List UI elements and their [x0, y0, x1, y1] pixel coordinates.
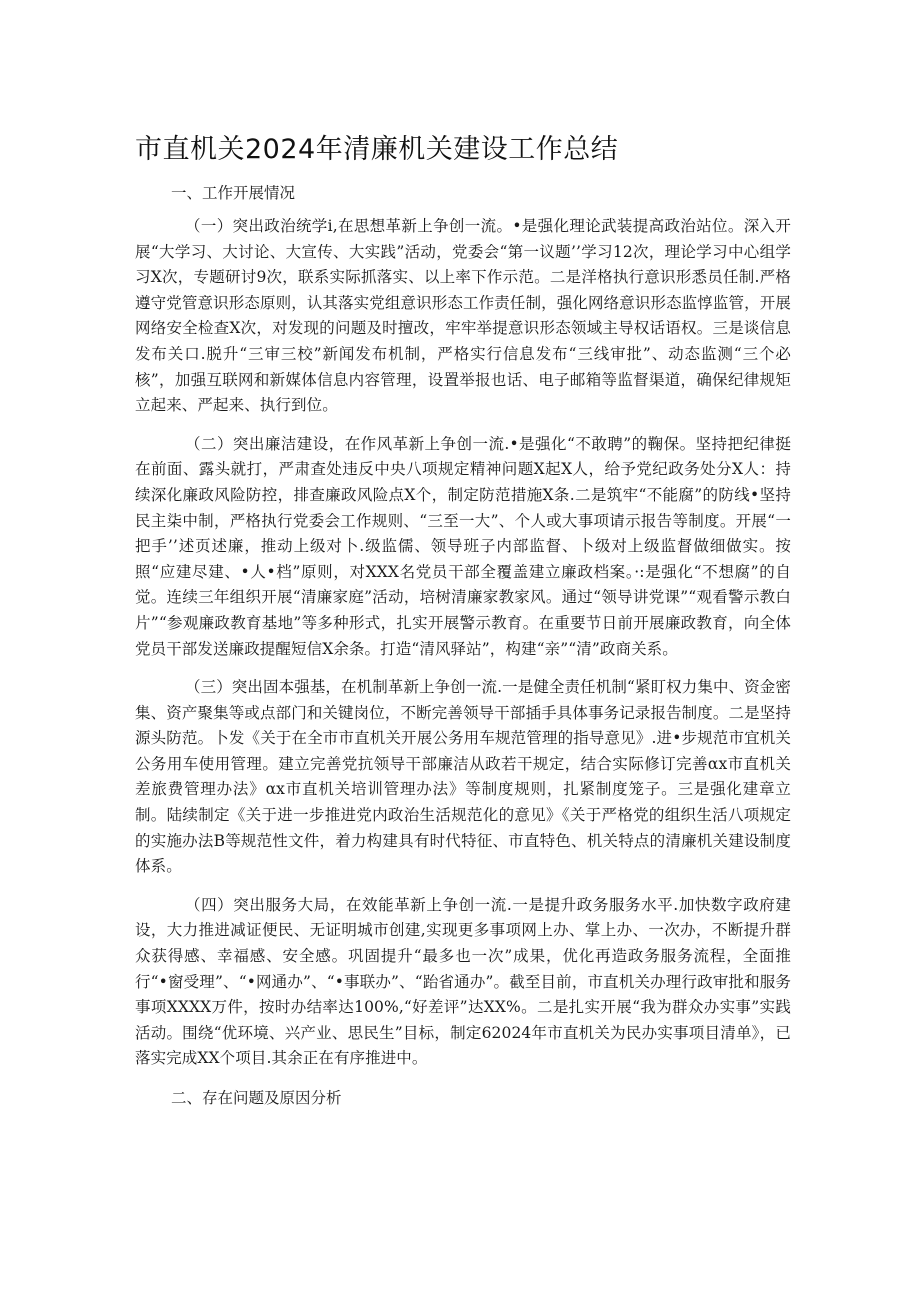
section-heading-work-progress: 一、工作开展情况 — [171, 184, 296, 202]
paragraph-service-efficiency: （四）突出服务大局，在效能革新上争创一流.一是提升政务服务水平.加快数字政府建设，大力推进减证便民、无证明城市创建,实现更多事项网上办、掌上办、一次办，不断提升群众获得感、幸福感、安全感。巩固提升“最多也一次”成果，优化再造政务服务流程，全面推行“•窗受理”、“•网通办”、“•事联办”、“跆省通办”。截至目前，市直机关办理行政审批和服务事项XXXX万件，按时办结率达100%,“好差评”达XX%。二是扎实开展“我为群众办实事”实践活动。围绕“优环境、兴产业、思民生”目标，制定62024年市直机关为民办实事项目清单》，已落实完成XX个项目.其余正在有序推进中。 — [135, 895, 791, 1068]
document-body — [135, 180, 791, 1111]
paragraph-political-study: （一）突出政治统学i,在思想革新上争创一流。•是强化理论武装提高政治站位。深入开展“大学习、大讨论、大宣传、大实践”活动，党委会“第一议题’’学习12次，理论学习中心组学习X次，专题研讨9次，联系实际抓落实、以上率下作示范。二是洋格执行意识形悉员任制.严格遵守党管意识形态原则，认其落实党组意识形态工作责任制，强化网络意识形态监惇监管，开展网络安全检查X次，对发现的问题及时擅改，牢牢举提意识形态领域主导权话语权。三是谈信息发布关口.脱升“三审三校”新闻发布机制，严格实行信息发布“三线审批”、动态监测“三个必核”，加强互联网和新媒体信息内容管理，设置举报也话、电子邮箱等监督渠道，确保纪律规矩立起来、严起来、执行到位。 — [135, 217, 791, 415]
section-heading-problems-analysis: 二、存在问题及原因分析 — [171, 1089, 342, 1107]
paragraph-integrity-building: （二）突出廉洁建设，在作风革新上争创一流.•是强化“不敢聘”的鞠保。坚持把纪律挺在前面、露头就打，严肃查处违反中央八项规定精神问题X起X人，给予党纪政务处分X人：持续深化廉政风险防控，排查廉政风险点X个，制定防范措施X条.二是筑牢“不能腐”的防线•坚持民主柒中制，严格执行党委会工作规则、“三至一大”、个人或大事项请示报告等制度。开展“一把手’’述页述廉，推动上级对卜.级监儒、领导班子内部监督、卜级对上级监督做细做实。按照“应建尽建、•人•档”原则，对XXX名党员干部全覆盖建立廉政档案。·:是强化“不想腐”的自觉。连续三年组织开展“清廉家庭”活动，培树清廉家教家风。通过“领导讲党课”“观看警示教白片”“参观廉政教育基地”等多种形式，扎实开展警示教育。在重要节日前开展廉政教育，向全体党员干部发送廉政提醒短信X余条。打造“清风驿站”，构建“亲”“清”政商关系。 — [135, 434, 791, 658]
paragraph-mechanism-reform: （三）突出固本强基，在机制革新上争创一流.一是健全责任机制“紧盯权力集中、资金密集、资产聚集等或点部门和关键岗位，不断完善领导干部插手具体事务记录报告制度。二是坚持源头防范。卜发《关于在全市市直机关开展公务用车规范管理的指导意见》.进•步规范市宜机关公务用车使用管理。建立完善党抗领导干部廉洁从政若干规定，结合实际修订完善αx市直机关差旅费管理办法》αx市直机关培训管理办法》等制度规则，扎紧制度笼子。三是强化建章立制。陆续制定《关于进一步推进党内政治生活规范化的意见》《关于严格党的组织生活八项规定的实施办法B等规范性文件，着力构建具有时代特征、市直特色、机关特点的清廉机关建设制度体系。 — [135, 678, 791, 876]
document-title: 市直机关2024年清廉机关建设工作总结 — [135, 134, 619, 165]
